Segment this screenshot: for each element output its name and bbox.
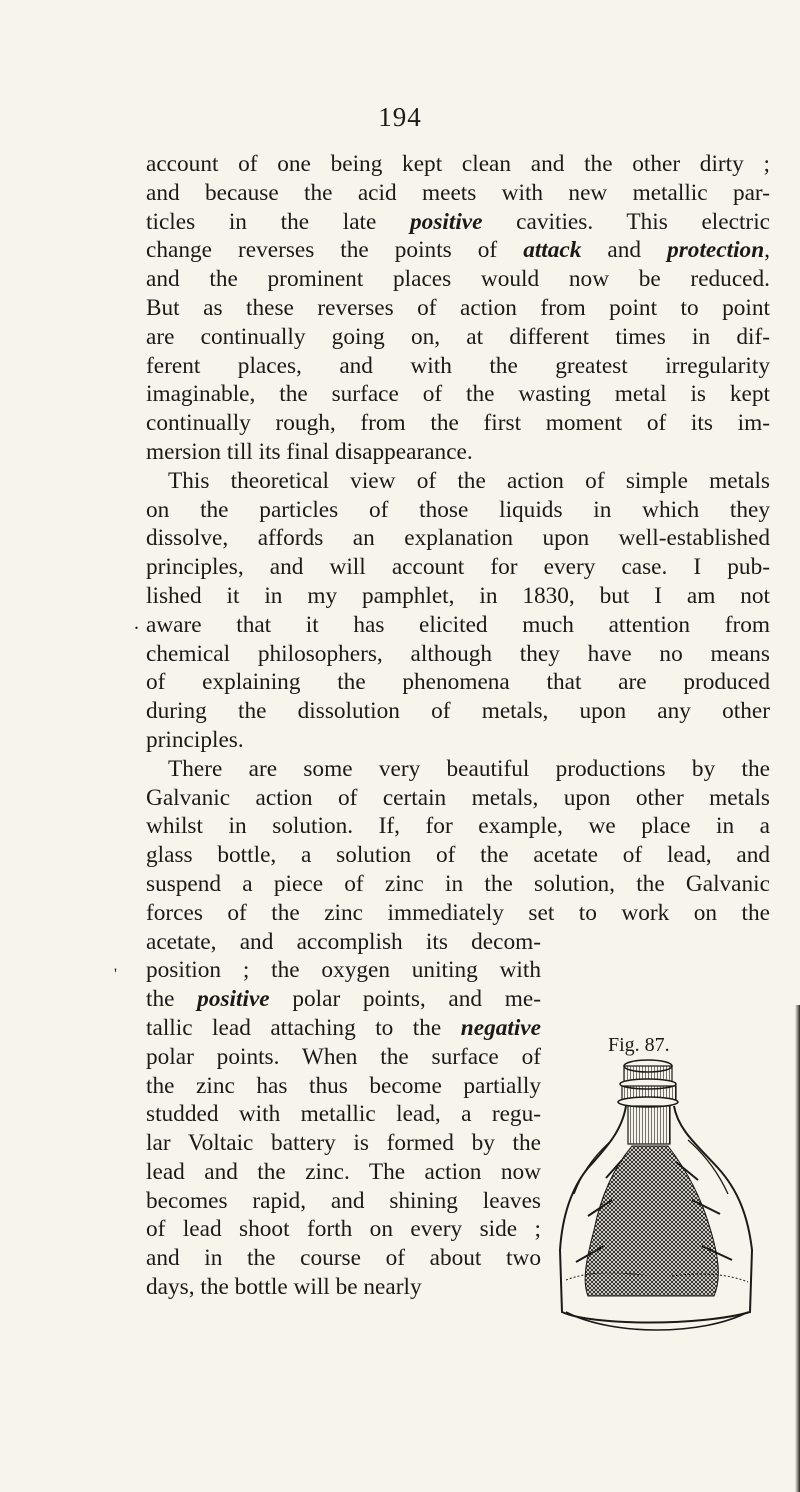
text-line: mersion till its final disappearance. [146,438,473,465]
text-line: days, the bottle will be nearly [146,1274,422,1301]
text-line: of lead shoot forth on every side ; [146,1216,541,1243]
text-line: This theoretical view of the action of simple metals [168,467,770,494]
text-line: change reverses the points of attack and protection, [146,237,770,264]
text-line: dissolve, affords an explanation upon well-established [146,525,770,552]
text-line: aware that it has elicited much attention from [146,611,770,638]
text-line: acetate, and accomplish its decom- [146,928,541,955]
text-line: are continually going on, at different times in dif- [146,323,770,350]
text-line: glass bottle, a solution of the acetate of lead, and [146,842,770,869]
bottle-lead-tree-figure [552,1050,762,1340]
text-line: imaginable, the surface of the wasting metal is kept [146,381,770,408]
page-number: 194 [378,102,422,132]
text-line: position ; the oxygen uniting with [146,957,541,984]
text-line: suspend a piece of zinc in the solution, the Galvanic [146,870,770,897]
text-line: lar Voltaic battery is formed by the [146,1130,541,1157]
text-line: ticles in the late positive cavities. This electric [146,208,771,235]
text-line: continually rough, from the first moment of its im- [146,410,770,437]
text-line: account of one being kept clean and the other dirty ; [146,151,770,177]
text-line: Galvanic action of certain metals, upon other metals [146,784,770,811]
text-line: of explaining the phenomena that are produced [146,669,770,696]
text-line: lished it in my pamphlet, in 1830, but I am not [146,582,770,609]
text-line: But as these reverses of action from point to point [146,294,770,321]
text-line: and the prominent places would now be reduced. [146,266,770,293]
text-line: principles. [146,726,244,753]
text-line: principles, and will account for every case. I pub- [146,554,770,581]
text-line: lead and the zinc. The action now [146,1158,541,1185]
text-line: and in the course of about two [146,1245,541,1272]
text-line: forces of the zinc immediately set to work on the [146,899,770,926]
text-line: on the particles of those liquids in which they [146,496,770,523]
text-line: ferent places, and with the greatest irregularity [146,352,770,379]
text-line: studded with metallic lead, a regu- [146,1101,541,1128]
margin-dot: . [134,612,139,634]
text-line: the zinc has thus become partially [146,1072,541,1099]
text-line: tallic lead attaching to the negative [146,1014,541,1041]
text-line: polar points. When the surface of [146,1043,541,1070]
text-line: during the dissolution of metals, upon any other [146,698,770,725]
text-line: and because the acid meets with new metallic par- [146,179,770,206]
text-line: the positive polar points, and me- [146,986,541,1013]
text-line: There are some very beautiful productions by the [168,755,770,782]
text-line: chemical philosophers, although they have no means [146,640,770,667]
page-edge-shadow [795,1005,800,1492]
margin-mark: ' [114,966,117,983]
figure-caption: Fig. 87. [608,1034,670,1056]
text-line: becomes rapid, and shining leaves [146,1187,541,1214]
text-line: whilst in solution. If, for example, we place in a [146,813,770,840]
